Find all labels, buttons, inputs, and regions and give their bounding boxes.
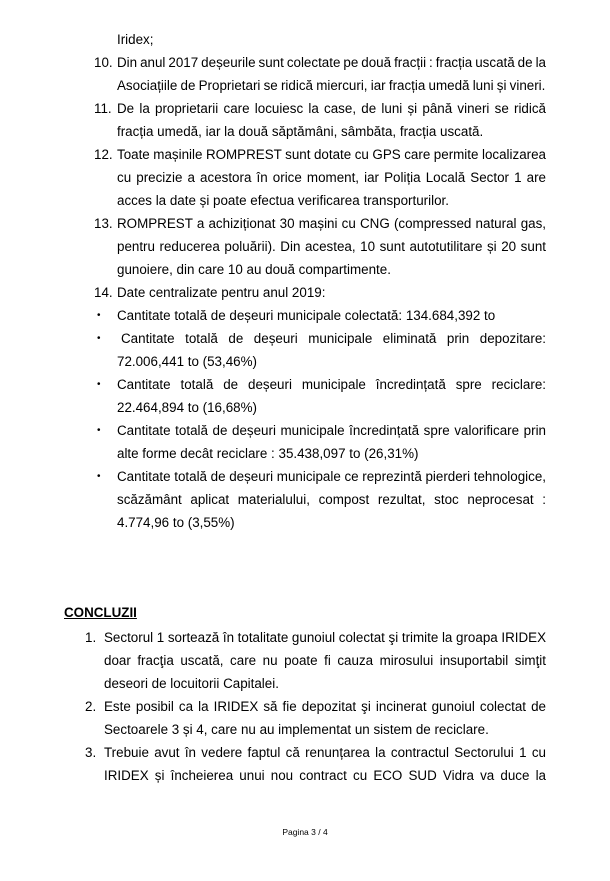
bullet-line: alte forme decât reciclare : 35.438,097 to (26,31%) [117,446,419,461]
bullet-line: Cantitate totală de deșeuri municipale eliminată prin depozitare: [121,331,546,346]
bullet-icon: • [97,310,101,321]
bullet-icon: • [97,379,101,390]
conclusions-heading: CONCLUZII [64,605,137,620]
bullet-line: Cantitate totală de deșeuri municipale ce reprezintă pierderi tehnologice, [117,469,546,484]
item-line: De la proprietarii care locuiesc la case, de luni și până vineri se ridică [117,101,546,116]
item-number: 14. [94,285,113,300]
item-line: Date centralizate pentru anul 2019: [117,285,326,300]
bullet-icon: • [97,333,101,344]
bullet-icon: • [97,471,101,482]
conclusion-line: deseori de locuitorii Capitalei. [104,676,279,691]
item-line: fracția umedă, iar la două săptămâni, sâmbăta, fracția uscată. [117,124,484,139]
conclusion-line: Este posibil ca la IRIDEX să fie depozitat şi incinerat gunoiul colectat de [104,699,546,714]
item-line: Asociațiile de Proprietari se ridică miercuri, iar fracția umedă luni și vineri. [117,78,546,93]
bullet-line: 22.464,894 to (16,68%) [117,400,257,415]
bullet-line: Cantitate totală de deșeuri municipale încredințată spre valorificare prin [117,423,546,438]
item-number: 13. [94,216,113,231]
item-line: pentru reducerea poluării). Din acestea, 10 sunt autotutilitare și 20 sunt [117,239,546,254]
item-line: ROMPREST a achiziționat 30 mașini cu CNG (compressed natural gas, [117,216,546,231]
item-number: 12. [94,147,113,162]
bullet-line: scăzământ aplicat materialului, compost rezultat, stoc neprocesat : [117,492,546,507]
bullet-icon: • [97,425,101,436]
item-line: Toate mașinile ROMPREST sunt dotate cu GPS care permite localizarea [117,147,546,162]
item-line: gunoiere, din care 10 au două compartimente. [117,262,391,277]
conclusion-line: Trebuie avut în vedere faptul că renunțarea la contractul Sectorului 1 cu [104,745,546,760]
item-number: 10. [94,55,113,70]
continuation-line: Iridex; [117,32,154,47]
page-number: Pagina 3 / 4 [282,827,328,837]
item-line: Din anul 2017 deșeurile sunt colectate pe două fracții : fracția uscată de la [117,55,546,70]
item-line: acces la date și poate efectua verificarea transporturilor. [117,193,449,208]
item-number: 3. [85,745,97,760]
bullet-line: Cantitate totală de deșeuri municipale încredințată spre reciclare: [117,377,546,392]
item-line: cu precizie a acestora în orice moment, iar Poliția Locală Sector 1 are [117,170,546,185]
item-number: 1. [85,630,97,645]
conclusion-line: doar fracţia uscată, care nu poate fi cauza mirosului insuportabil simţit [104,653,546,668]
conclusion-line: Sectoarele 3 și 4, care nu au implementat un sistem de reciclare. [104,722,489,737]
conclusion-line: IRIDEX și încheierea unui nou contract cu ECO SUD Vidra va duce la [104,768,546,783]
bullet-line: 4.774,96 to (3,55%) [117,515,235,530]
bullet-line: Cantitate totală de deșeuri municipale colectată: 134.684,392 to [117,308,496,323]
item-number: 2. [85,699,97,714]
item-number: 11. [94,101,112,116]
bullet-line: 72.006,441 to (53,46%) [117,354,257,369]
conclusion-line: Sectorul 1 sortează în totalitate gunoiul colectat şi trimite la groapa IRIDEX [104,630,546,645]
